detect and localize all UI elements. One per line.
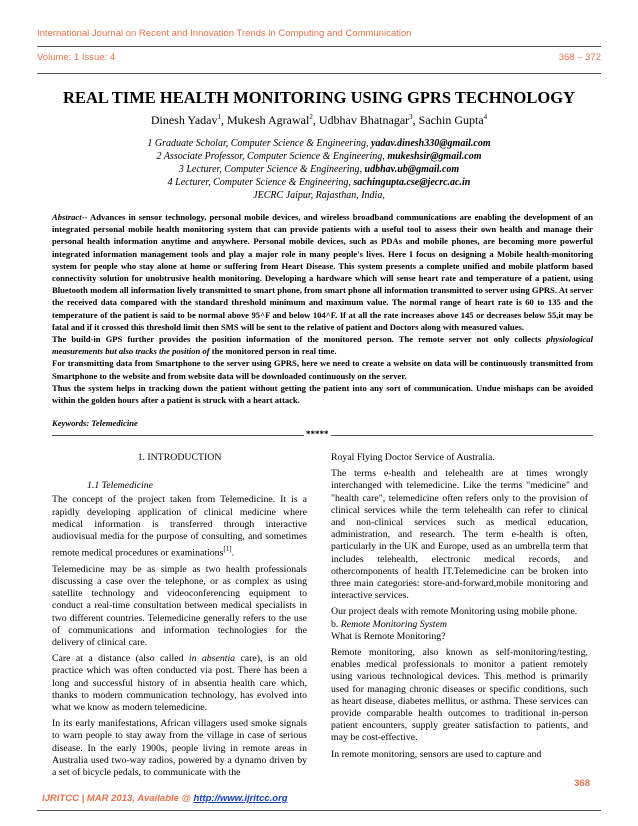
author-email[interactable]: udbhav.ub@gmail.com: [364, 164, 460, 176]
body-text: care), is an old practice which was often conducted via post. There has been a long and successful history of in absentia health care which, thanks to modern communication technology, has evolved into what we know as modern telemedicine.: [52, 653, 307, 713]
abstract-text: the monitored person in real time.: [209, 346, 337, 357]
author-superscript: 2: [309, 113, 313, 121]
right-column: [331, 452, 588, 765]
footer-rule: [37, 810, 601, 811]
affiliation-line: [37, 176, 601, 189]
author-name: Udbhav Bhatnagar: [318, 113, 410, 127]
body-text: .: [231, 547, 235, 559]
body-paragraph: Telemedicine may be as simple as two health professionals discussing a case over the telephone, or as complex as using satellite technology and videoconferencing equipment to conduct a real-time consultation between medical specialists in two different countries. Telemedicine generally refers to the use of communications and information technologies for the delivery of clinical care.: [52, 563, 307, 648]
body-paragraph: The terms e-health and telehealth are at times wrongly interchanged with telemedicine. Like the terms "medicine" and "health care", telemedicine often refers only to the provision of clinical services while the term telehealth can refer to clinical and non-clinical services such as medical education, administration, and research. The term e-health is often, particularly in the UK and Europe, used as an umbrella term that includes telehealth, electronic medical records, and othercomponents of health IT.Telemedicine can be broken into three main categories: store-and-forward,mobile monitoring and interactive services.: [331, 468, 588, 602]
header-rule-top: [37, 46, 601, 47]
affiliation-text: 4 Lecturer, Computer Science & Engineering,: [167, 177, 354, 189]
body-paragraph: [52, 653, 307, 714]
author-name: Dinesh Yadav: [150, 113, 218, 127]
section-divider-stars: *****: [306, 429, 329, 439]
author-superscript: 3: [409, 113, 413, 121]
author-email[interactable]: mukeshsir@gmail.com: [387, 151, 482, 163]
page-number: 368: [574, 778, 590, 789]
footer: [42, 793, 288, 804]
subsection-prefix: b.: [331, 618, 341, 630]
body-paragraph: In its early manifestations, African villagers used smoke signals to warn people to stay away from the village in case of serious disease. In the early 1900s, people living in remote areas in Australia used two-way radios, powered by a dynamo driven by a set of bicycle pedals, to communicate with the: [52, 718, 307, 778]
author-list: Dinesh Yadav$^1$, Mukesh Agrawal$^2$, Udbhav Bhatnagar$^3$, Sachin Gupta$^4$: [150, 113, 488, 127]
author-superscript: 1: [217, 113, 222, 121]
abstract-text: Advances in sensor technology, personal mobile devices, and wireless broadband communications are enabling the development of an integrated personal mobile health monitoring system that can provide patients with a useful tool to assess their own health and manage their personal health information anytime and anywhere. Personal mobile devices, such as PDAs and mobile phones, are becoming more powerful integrated information management tools and play a major role in many people's lives. Here I focus on designing a Mobile health-monitoring system for people who stay alone at home or suffering from Heart Disease. This system presents a complete unified and mobile platform based connectivity solution for unobtrusive health monitoring. Developing a hardware which will sense heart rate and temperature of a patient, using Bluetooth modem all information lively transmitted to smart phone, from smart phone all information transmitted to server using GPRS. At server the received data compared with the standard threshold minimum and maximum value. The normal range of heart rate is 60 to 135 and the temperature of the patient is said to be normal above 95^F and below 104^F. If at all the rate increases above 145 or decreases below 55,it may be fatal and if it crossed this threshold limit then SMS will be sent to the relative of patient and Doctors along with measured values.: [52, 212, 593, 332]
author-name: Sachin Gupta: [418, 113, 484, 127]
body-paragraph: What is Remote Monitoring?: [331, 630, 446, 642]
subsection-title: Remote Monitoring System: [340, 618, 447, 630]
body-text: The concept of the project taken from Telemedicine. It is a rapidly developing application of clinical medicine where medical information is transferred through interactive audiovisual media for the purpose of consulting, and sometimes remote medical procedures or examinations: [52, 494, 307, 559]
affiliation-text: 2 Associate Professor, Computer Science & Engineering,: [156, 151, 388, 163]
body-emphasis: in absentia: [188, 653, 236, 665]
section-heading: 1. INTRODUCTION: [137, 452, 222, 463]
affiliation-line: [37, 150, 601, 163]
affiliation-line: [37, 163, 601, 176]
body-paragraph: Our project deals with remote Monitoring using mobile phone.: [331, 606, 578, 618]
affiliation-text: 3 Lecturer, Computer Science & Engineering,: [178, 164, 365, 176]
body-paragraph: Royal Flying Doctor Service of Australia.: [331, 452, 495, 463]
affiliation-line: [37, 137, 601, 150]
institution: JECRC Jaipur, Rajasthan, India,: [253, 190, 385, 202]
citation: [1]: [223, 545, 232, 554]
abstract-paragraph: Thus the system helps in tracking down the patient without getting the patient into any sort of communication. Undue mishaps can be avoided within the golden hours after a patient is struck with a heart attack.: [52, 382, 593, 406]
author-name: Mukesh Agrawal: [227, 113, 310, 127]
affiliations: [37, 137, 601, 202]
footer-text: IJRITCC | MAR 2013, Available @: [42, 793, 194, 804]
affiliation-text: 1 Graduate Scholar, Computer Science & Engineering,: [147, 138, 371, 149]
keywords: Keywords: Telemedicine: [52, 418, 138, 428]
subsection-heading: [331, 619, 588, 631]
body-text: Care at a distance (also called: [52, 653, 189, 665]
abstract-paragraph: For transmitting data from Smartphone to the server using GPRS, here we need to create a website on data will be continuously transmitted from Smartphone to the website and from website data will be downloaded continuously on the server.: [52, 358, 593, 381]
paper-title: REAL TIME HEALTH MONITORING USING GPRS TECHNOLOGY: [63, 88, 575, 107]
body-paragraph: Remote monitoring, also known as self-monitoring/testing, enables medical professionals to monitor a patient remotely using various technological devices. This method is primarily used for managing chronic diseases or specific conditions, such as heart disease, diabetes mellitus, or asthma. These services can provide comparable health outcomes to traditional in-person patient encounters, supply greater satisfaction to patients, and may be cost-effective.: [331, 647, 588, 744]
author-email[interactable]: sachingupta.cse@jecrc.ac.in: [353, 177, 471, 189]
abstract-paragraph: [52, 211, 593, 333]
abstract-label: Abstract--: [52, 212, 88, 222]
author-email[interactable]: yadav.dinesh330@gmail.com: [370, 138, 491, 149]
volume-issue: Volume: 1 Issue: 4: [37, 52, 116, 63]
body-paragraph: In remote monitoring, sensors are used to capture and: [331, 748, 542, 760]
body-paragraph: [52, 494, 307, 559]
abstract-text: The build-in GPS further provides the position information of the monitored person. The remote server not only collects: [52, 334, 547, 345]
author-superscript: 4: [483, 113, 488, 121]
abstract-emphasis: physiological measurements but also tracks the position of: [52, 334, 593, 357]
abstract: [52, 211, 593, 406]
journal-name: International Journal on Recent and Innovation Trends in Computing and Communication: [37, 28, 412, 39]
page-range: 368 – 372: [558, 52, 601, 63]
abstract-paragraph: [52, 333, 593, 357]
subsection-heading: 1.1 Telemedicine: [87, 480, 154, 492]
left-column: [52, 452, 307, 783]
footer-link[interactable]: http://www.ijritcc.org: [193, 793, 288, 804]
header-rule-bottom: [37, 73, 601, 74]
